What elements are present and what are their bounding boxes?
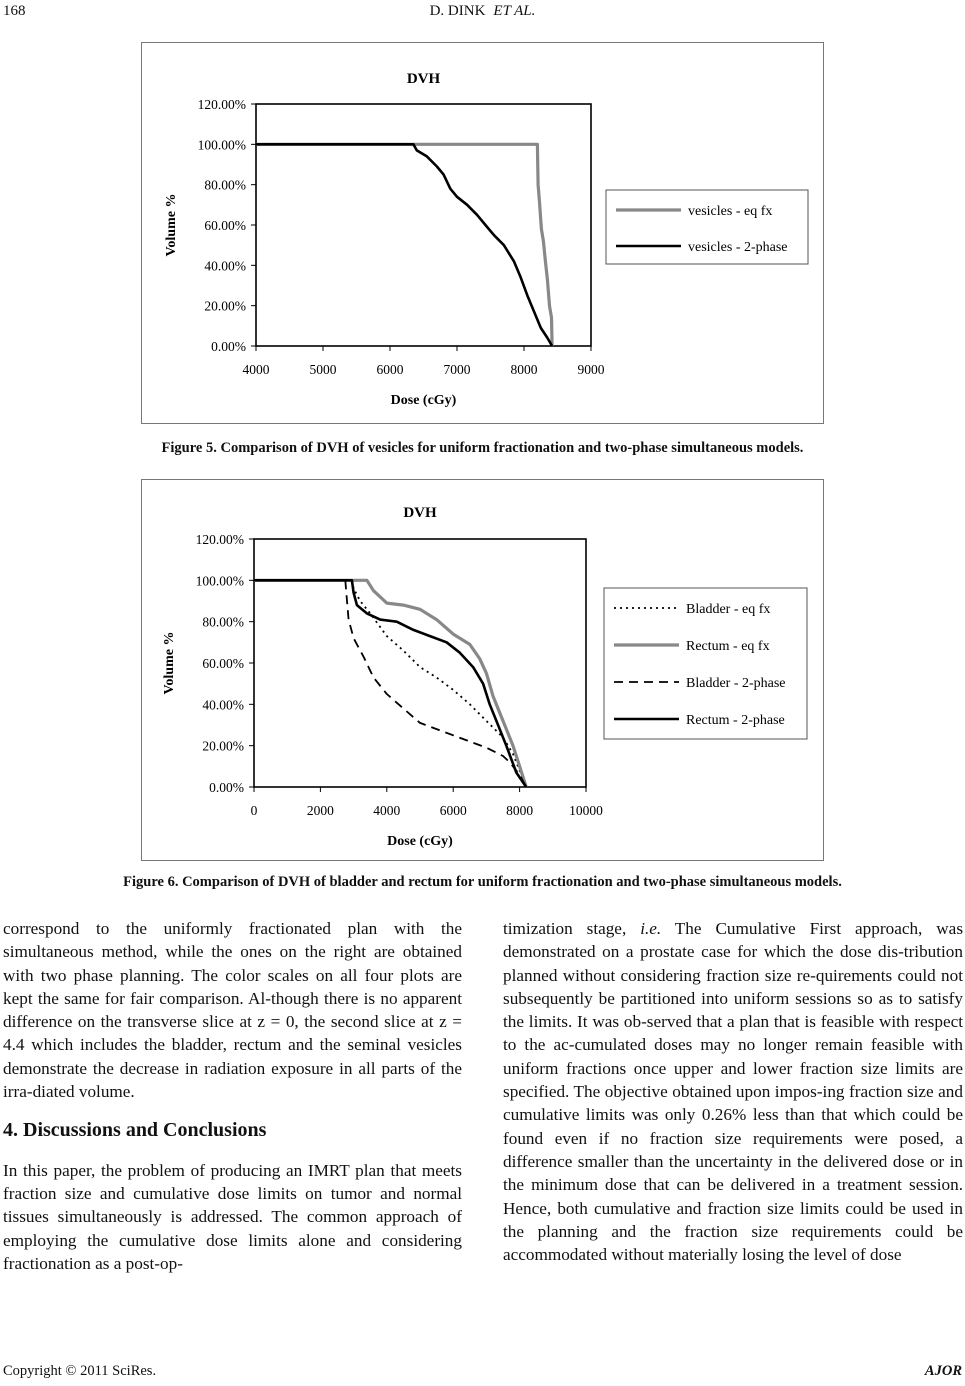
right-column bbox=[503, 917, 963, 1266]
left-column bbox=[3, 917, 462, 1275]
section-heading: 4. Discussions and Conclusions bbox=[3, 1119, 267, 1142]
legend-entry: Bladder - eq fx bbox=[686, 602, 771, 617]
series-line bbox=[345, 580, 526, 787]
x-tick-label: 7000 bbox=[443, 362, 471, 377]
x-tick-label: 9000 bbox=[577, 362, 605, 377]
y-tick-label: 60.00% bbox=[202, 656, 244, 671]
figure-6-caption: Figure 6. Comparison of DVH of bladder and rectum for uniform fractionation and two-phase simultaneous models. bbox=[123, 874, 842, 890]
chart-title: DVH bbox=[403, 505, 437, 521]
y-tick-label: 20.00% bbox=[204, 298, 246, 314]
y-axis-label: Volume % bbox=[164, 193, 179, 257]
body-paragraph bbox=[503, 917, 963, 1266]
y-tick-label: 80.00% bbox=[204, 177, 246, 193]
y-tick-label: 0.00% bbox=[211, 339, 246, 354]
x-tick-label: 4000 bbox=[242, 362, 270, 377]
x-tick-label: 8000 bbox=[510, 362, 538, 377]
legend-entry: vesicles - eq fx bbox=[688, 204, 773, 219]
legend-entry: Rectum - eq fx bbox=[686, 639, 770, 654]
body-paragraph: In this paper, the problem of producing an IMRT plan that meets fraction size and cumulative dose limits on tumor and normal tissues simultaneously is addressed. The common approach of employing the cumulative dose limits alone and considering fractionation as a post-op- bbox=[3, 1160, 462, 1273]
series-line bbox=[254, 580, 526, 787]
x-tick-label: 8000 bbox=[506, 803, 534, 818]
y-tick-label: 40.00% bbox=[202, 697, 244, 713]
x-axis-label: Dose (cGy) bbox=[390, 393, 457, 408]
y-tick-label: 100.00% bbox=[197, 137, 246, 153]
body-text: The Cumulative First approach, was demonstrated on a prostate case for which the dose dis-tribution planned without considering fraction size re-quirements could not subsequently be partitioned into uniform sessions so as to satisfy the limits. It was ob-served that a plan that is feasible with respect to the ac-cumulated doses may no longer remain feasible with uniform fractions once upper and lower fraction size limits are specified. The objective obtained upon impos-ing fraction size and cumulative limits was only 0.26% less than that which could be found even if no fraction size requirements were posed, a difference smaller than the uncertainty in the delivered dose or in the minimum dose that can be delivered in a treatment session. Hence, both cumulative and fraction size limits could be used in the planning and the fraction size requirements could be accommodated without materially losing the level of dose bbox=[503, 919, 964, 1265]
legend-entry: Bladder - 2-phase bbox=[686, 676, 786, 691]
italic-text: i.e. bbox=[640, 919, 662, 938]
figure-6 bbox=[141, 479, 824, 861]
x-tick-label: 4000 bbox=[373, 803, 401, 818]
x-axis-label: Dose (cGy) bbox=[387, 834, 453, 849]
chart-legend bbox=[604, 588, 807, 739]
plot-area bbox=[254, 539, 586, 787]
figure-5 bbox=[141, 42, 824, 424]
figure-5-chart bbox=[142, 43, 823, 423]
figure-6-chart bbox=[142, 480, 823, 860]
y-tick-label: 120.00% bbox=[195, 532, 244, 547]
x-tick-label: 0 bbox=[250, 803, 258, 818]
y-tick-label: 40.00% bbox=[204, 258, 246, 274]
figure-5-caption: Figure 5. Comparison of DVH of vesicles for uniform fractionation and two-phase simultaneous models. bbox=[161, 440, 804, 456]
x-tick-label: 10000 bbox=[569, 803, 603, 818]
y-axis-label: Volume % bbox=[162, 631, 177, 695]
page-number: 168 bbox=[3, 3, 26, 19]
chart-legend bbox=[606, 190, 808, 264]
series-line bbox=[254, 580, 526, 787]
x-tick-label: 6000 bbox=[439, 803, 467, 818]
y-tick-label: 100.00% bbox=[195, 573, 244, 589]
body-text: timization stage, bbox=[503, 919, 641, 938]
legend-entry: Rectum - 2-phase bbox=[686, 713, 785, 728]
series-line bbox=[256, 144, 552, 346]
x-tick-label: 5000 bbox=[309, 362, 337, 377]
y-tick-label: 60.00% bbox=[204, 218, 246, 233]
body-paragraph: correspond to the uniformly fractionated plan with the simultaneous method, while the ones on the right are obtained with two phase planning. The color scales on all four plots are kept the same for fair comparison. Al-though there is no apparent difference on the transverse slice at z = 0, the second slice at z = 4.4 which includes the bladder, rectum and the seminal vesicles demonstrate the decrease in radiation exposure in all parts of the irra-diated volume. bbox=[3, 919, 462, 1102]
running-head-et-al: ET AL. bbox=[493, 3, 536, 19]
y-tick-label: 0.00% bbox=[209, 780, 244, 795]
footer-copyright: Copyright © 2011 SciRes. bbox=[3, 1363, 157, 1379]
running-head-authors: D. DINK bbox=[429, 3, 486, 19]
running-head bbox=[0, 3, 965, 20]
footer-journal: AJOR bbox=[924, 1363, 962, 1379]
y-tick-label: 20.00% bbox=[202, 738, 244, 754]
x-tick-label: 6000 bbox=[376, 362, 404, 377]
legend-entry: vesicles - 2-phase bbox=[688, 240, 788, 255]
y-tick-label: 80.00% bbox=[202, 614, 244, 630]
series-line bbox=[256, 144, 552, 346]
y-tick-label: 120.00% bbox=[197, 97, 246, 112]
x-tick-label: 2000 bbox=[306, 803, 334, 818]
chart-title: DVH bbox=[406, 71, 441, 87]
